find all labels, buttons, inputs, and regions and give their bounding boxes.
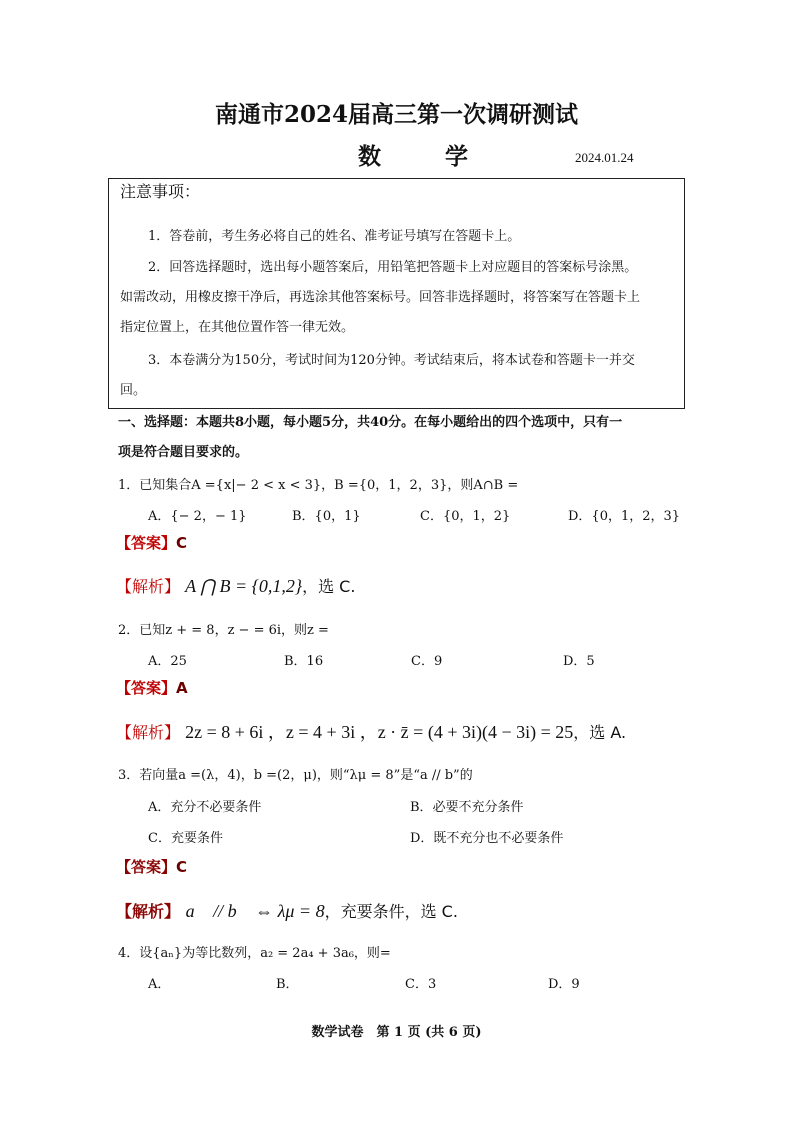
question-3-option-c: C．充要条件 [148,831,223,846]
analysis-label: 【解析】 [116,723,181,742]
question-1-option-a: A．{− 2，− 1} [148,509,247,524]
question-1-option-b: B．{0，1} [292,509,361,524]
answer-label: 【答案】 [116,679,177,697]
exam-date: 2024.01.24 [575,150,634,165]
question-3-option-d: D．既不充分也不必要条件 [410,831,564,846]
exam-title: 南通市2024届高三第一次调研测试 [214,101,578,128]
notice-line: 如需改动，用橡皮擦干净后，再选涂其他答案标号。回答非选择题时，将答案写在答题卡上 [120,290,641,305]
question-2-option-b: B．16 [284,654,324,669]
section-heading-cont: 项是符合题目要求的。 [118,445,249,460]
analysis-math: A ⋂ B = {0,1,2} [185,576,303,596]
section-heading: 一、选择题：本题共8小题，每小题5分，共40分。在每小题给出的四个选项中，只有一 [118,415,623,430]
answer-value: C [176,858,188,876]
question-4-stem: 4．设{aₙ}为等比数列，a₂ = 2a₄ + 3a₆，则= [118,946,391,961]
notice-line: 2．回答选择题时，选出每小题答案后，用铅笔把答题卡上对应题目的答案标号涂黑。 [148,260,638,275]
question-4-option-a: A． [148,977,171,992]
analysis-tail: ，选 C. [302,577,356,596]
question-3-option-b: B．必要不充分条件 [410,800,524,815]
question-3-option-a: A．充分不必要条件 [148,800,262,815]
answer-label: 【答案】 [116,534,177,552]
question-3-stem: 3．若向量a =(λ，4)，b =(2，μ)，则“λμ = 8”是“a // b”的 [118,768,473,783]
question-1-option-d: D．{0，1，2，3} [568,509,681,524]
question-1-analysis [116,577,355,595]
question-1-stem: 1．已知集合A ={x|− 2 < x < 3}，B ={0，1，2，3}，则A∩B = [118,478,519,493]
question-4-option-d: D．9 [548,977,580,992]
question-2-option-d: D．5 [563,654,595,669]
question-3-analysis [116,902,458,920]
analysis-math: 2z = 8 + 6i ，z = 4 + 3i ，z · z̄ = (4 + 3i)(4 − 3i) = 25 [185,722,574,742]
analysis-math: a⃗ // b⃗ ⇔ λμ = 8 [185,901,325,921]
question-3-answer [116,860,187,875]
question-1-answer [116,536,187,551]
analysis-label: 【解析】 [116,902,181,921]
notice-line: 1．答卷前，考生务必将自己的姓名、准考证号填写在答题卡上。 [148,229,521,244]
question-2-answer [116,681,188,696]
question-2-option-a: A．25 [148,654,187,669]
analysis-tail: ，选 A. [573,723,627,742]
question-2-option-c: C．9 [411,654,443,669]
question-4-option-c: C．3 [405,977,437,992]
answer-value: A [176,679,188,697]
question-1-option-c: C．{0，1，2} [420,509,511,524]
answer-label: 【答案】 [116,858,177,876]
subject-title: 数 学 [358,143,497,170]
question-2-analysis [116,723,626,741]
notice-line: 回。 [120,383,147,398]
analysis-tail: ，充要条件，选 C. [324,902,458,921]
notice-line: 3．本卷满分为150分，考试时间为120分钟。考试结束后，将本试卷和答题卡一并交 [148,353,635,368]
question-4-option-b: B． [276,977,299,992]
notice-line: 指定位置上，在其他位置作答一律无效。 [120,320,355,335]
page-footer: 数学试卷 第 1 页 (共 6 页) [311,1025,482,1040]
analysis-label: 【解析】 [116,577,181,596]
question-2-stem: 2．已知z + = 8，z − = 6i，则z = [118,623,329,638]
notice-heading: 注意事项： [120,182,201,201]
answer-value: C [176,534,188,552]
